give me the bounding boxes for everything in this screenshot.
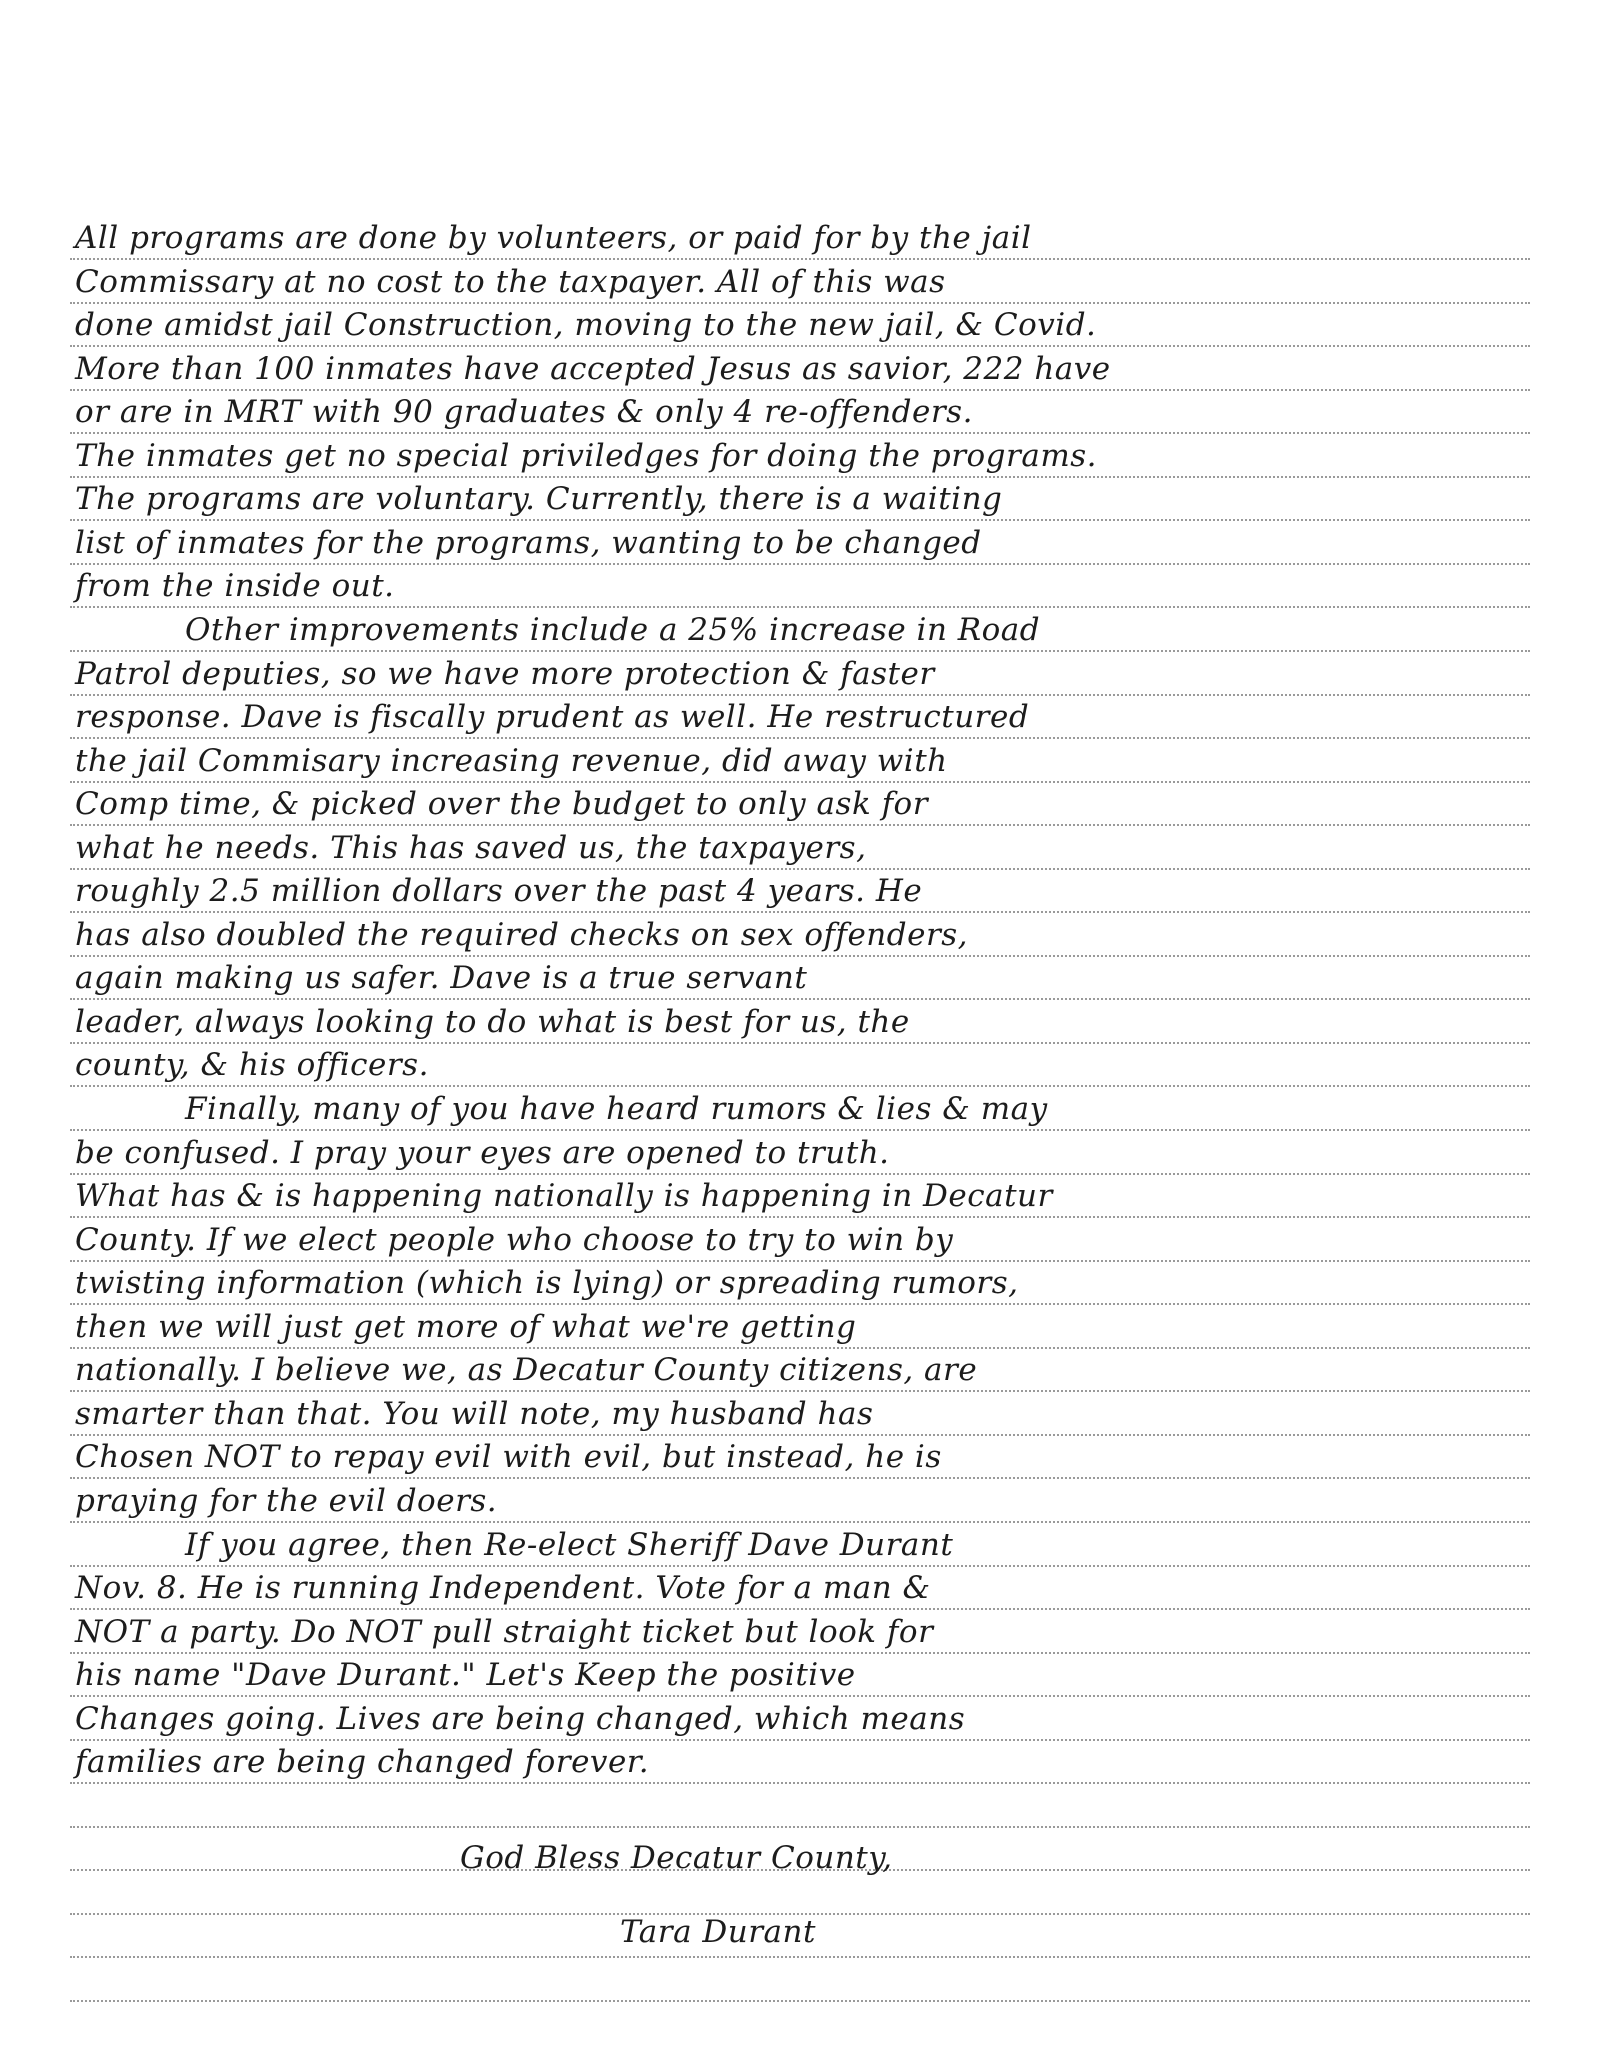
letter-line: be confused. I pray your eyes are opened to truth. — [75, 1135, 890, 1171]
ruled-line — [70, 519, 1530, 521]
letter-line: response. Dave is fiscally prudent as well. He restructured — [75, 699, 1030, 735]
ruled-line — [70, 1129, 1530, 1131]
letter-line: Patrol deputies, so we have more protection & faster — [75, 656, 935, 692]
ruled-line — [70, 1042, 1530, 1044]
letter-line: smarter than that. You will note, my husband has — [75, 1396, 874, 1432]
ruled-line — [70, 1390, 1530, 1392]
letter-line: what he needs. This has saved us, the taxpayers, — [75, 830, 867, 866]
letter-line: Commissary at no cost to the taxpayer. All of this was — [75, 264, 946, 300]
letter-line: from the inside out. — [75, 568, 395, 604]
letter-line: Chosen NOT to repay evil with evil, but instead, he is — [75, 1439, 942, 1475]
ruled-line — [70, 2000, 1530, 2002]
letter-line: More than 100 inmates have accepted Jesus as savior, 222 have — [75, 351, 1111, 387]
letter-line: or are in MRT with 90 graduates & only 4 re-offenders. — [75, 394, 973, 430]
ruled-line — [70, 345, 1530, 347]
ruled-line — [70, 1434, 1530, 1436]
letter-line: twisting information (which is lying) or spreading rumors, — [75, 1265, 1019, 1301]
ruled-line — [70, 1085, 1530, 1087]
ruled-line — [70, 911, 1530, 913]
ruled-line — [70, 1652, 1530, 1654]
ruled-line — [70, 1782, 1530, 1784]
ruled-line — [70, 389, 1530, 391]
ruled-line — [70, 606, 1530, 608]
letter-line: nationally. I believe we, as Decatur County citizens, are — [75, 1352, 978, 1388]
letter-line: families are being changed forever. — [75, 1744, 650, 1780]
ruled-line — [70, 1347, 1530, 1349]
ruled-line — [70, 781, 1530, 783]
ruled-line — [70, 694, 1530, 696]
ruled-line — [70, 737, 1530, 739]
letter-line: roughly 2.5 million dollars over the past 4 years. He — [75, 873, 923, 909]
letter-line: Comp time, & picked over the budget to only ask for — [75, 786, 929, 822]
ruled-line — [70, 432, 1530, 434]
letter-line: Nov. 8. He is running Independent. Vote for a man & — [75, 1570, 931, 1606]
letter-line: his name "Dave Durant." Let's Keep the positive — [75, 1657, 856, 1693]
ruled-line — [70, 1216, 1530, 1218]
letter-line: NOT a party. Do NOT pull straight ticket but look for — [75, 1614, 934, 1650]
letter-line: then we will just get more of what we're getting — [75, 1309, 857, 1345]
signature: Tara Durant — [620, 1914, 816, 1950]
ruled-line — [70, 955, 1530, 957]
letter-line: list of inmates for the programs, wanting to be changed — [75, 525, 982, 561]
letter-line: County. If we elect people who choose to try to win by — [75, 1222, 954, 1258]
ruled-line — [70, 258, 1530, 260]
letter-line: again making us safer. Dave is a true servant — [75, 960, 808, 996]
letter-line: the jail Commisary increasing revenue, did away with — [75, 743, 948, 779]
ruled-line — [70, 824, 1530, 826]
letter-line: If you agree, then Re-elect Sheriff Dave Durant — [185, 1527, 954, 1563]
letter-line: done amidst jail Construction, moving to the new jail, & Covid. — [75, 307, 1097, 343]
ruled-line — [70, 1260, 1530, 1262]
letter-line: All programs are done by volunteers, or paid for by the jail — [75, 220, 1032, 256]
ruled-line — [70, 1695, 1530, 1697]
letter-line: county, & his officers. — [75, 1047, 429, 1083]
ruled-line — [70, 1521, 1530, 1523]
ruled-line — [70, 1173, 1530, 1175]
ruled-line — [70, 1608, 1530, 1610]
ruled-line — [70, 1739, 1530, 1741]
ruled-line — [70, 476, 1530, 478]
letter-line: Changes going. Lives are being changed, which means — [75, 1701, 966, 1737]
closing-line: God Bless Decatur County, — [460, 1840, 893, 1876]
ruled-line — [70, 1565, 1530, 1567]
ruled-line — [70, 1477, 1530, 1479]
ruled-line — [70, 998, 1530, 1000]
letter-line: The inmates get no special priviledges for doing the programs. — [75, 438, 1097, 474]
letter-line: What has & is happening nationally is happening in Decatur — [75, 1178, 1053, 1214]
letter-line: praying for the evil doers. — [75, 1483, 498, 1519]
ruled-line — [70, 1303, 1530, 1305]
ruled-line — [70, 302, 1530, 304]
letter-line: leader, always looking to do what is best for us, the — [75, 1004, 910, 1040]
ruled-line — [70, 563, 1530, 565]
letter-line: The programs are voluntary. Currently, there is a waiting — [75, 481, 1003, 517]
letter-line: has also doubled the required checks on sex offenders, — [75, 917, 969, 953]
ruled-line — [70, 1956, 1530, 1958]
ruled-line — [70, 650, 1530, 652]
ruled-line — [70, 868, 1530, 870]
letter-line: Finally, many of you have heard rumors & lies & may — [185, 1091, 1048, 1127]
letter-line: Other improvements include a 25% increase in Road — [185, 612, 1041, 648]
ruled-line — [70, 1826, 1530, 1828]
